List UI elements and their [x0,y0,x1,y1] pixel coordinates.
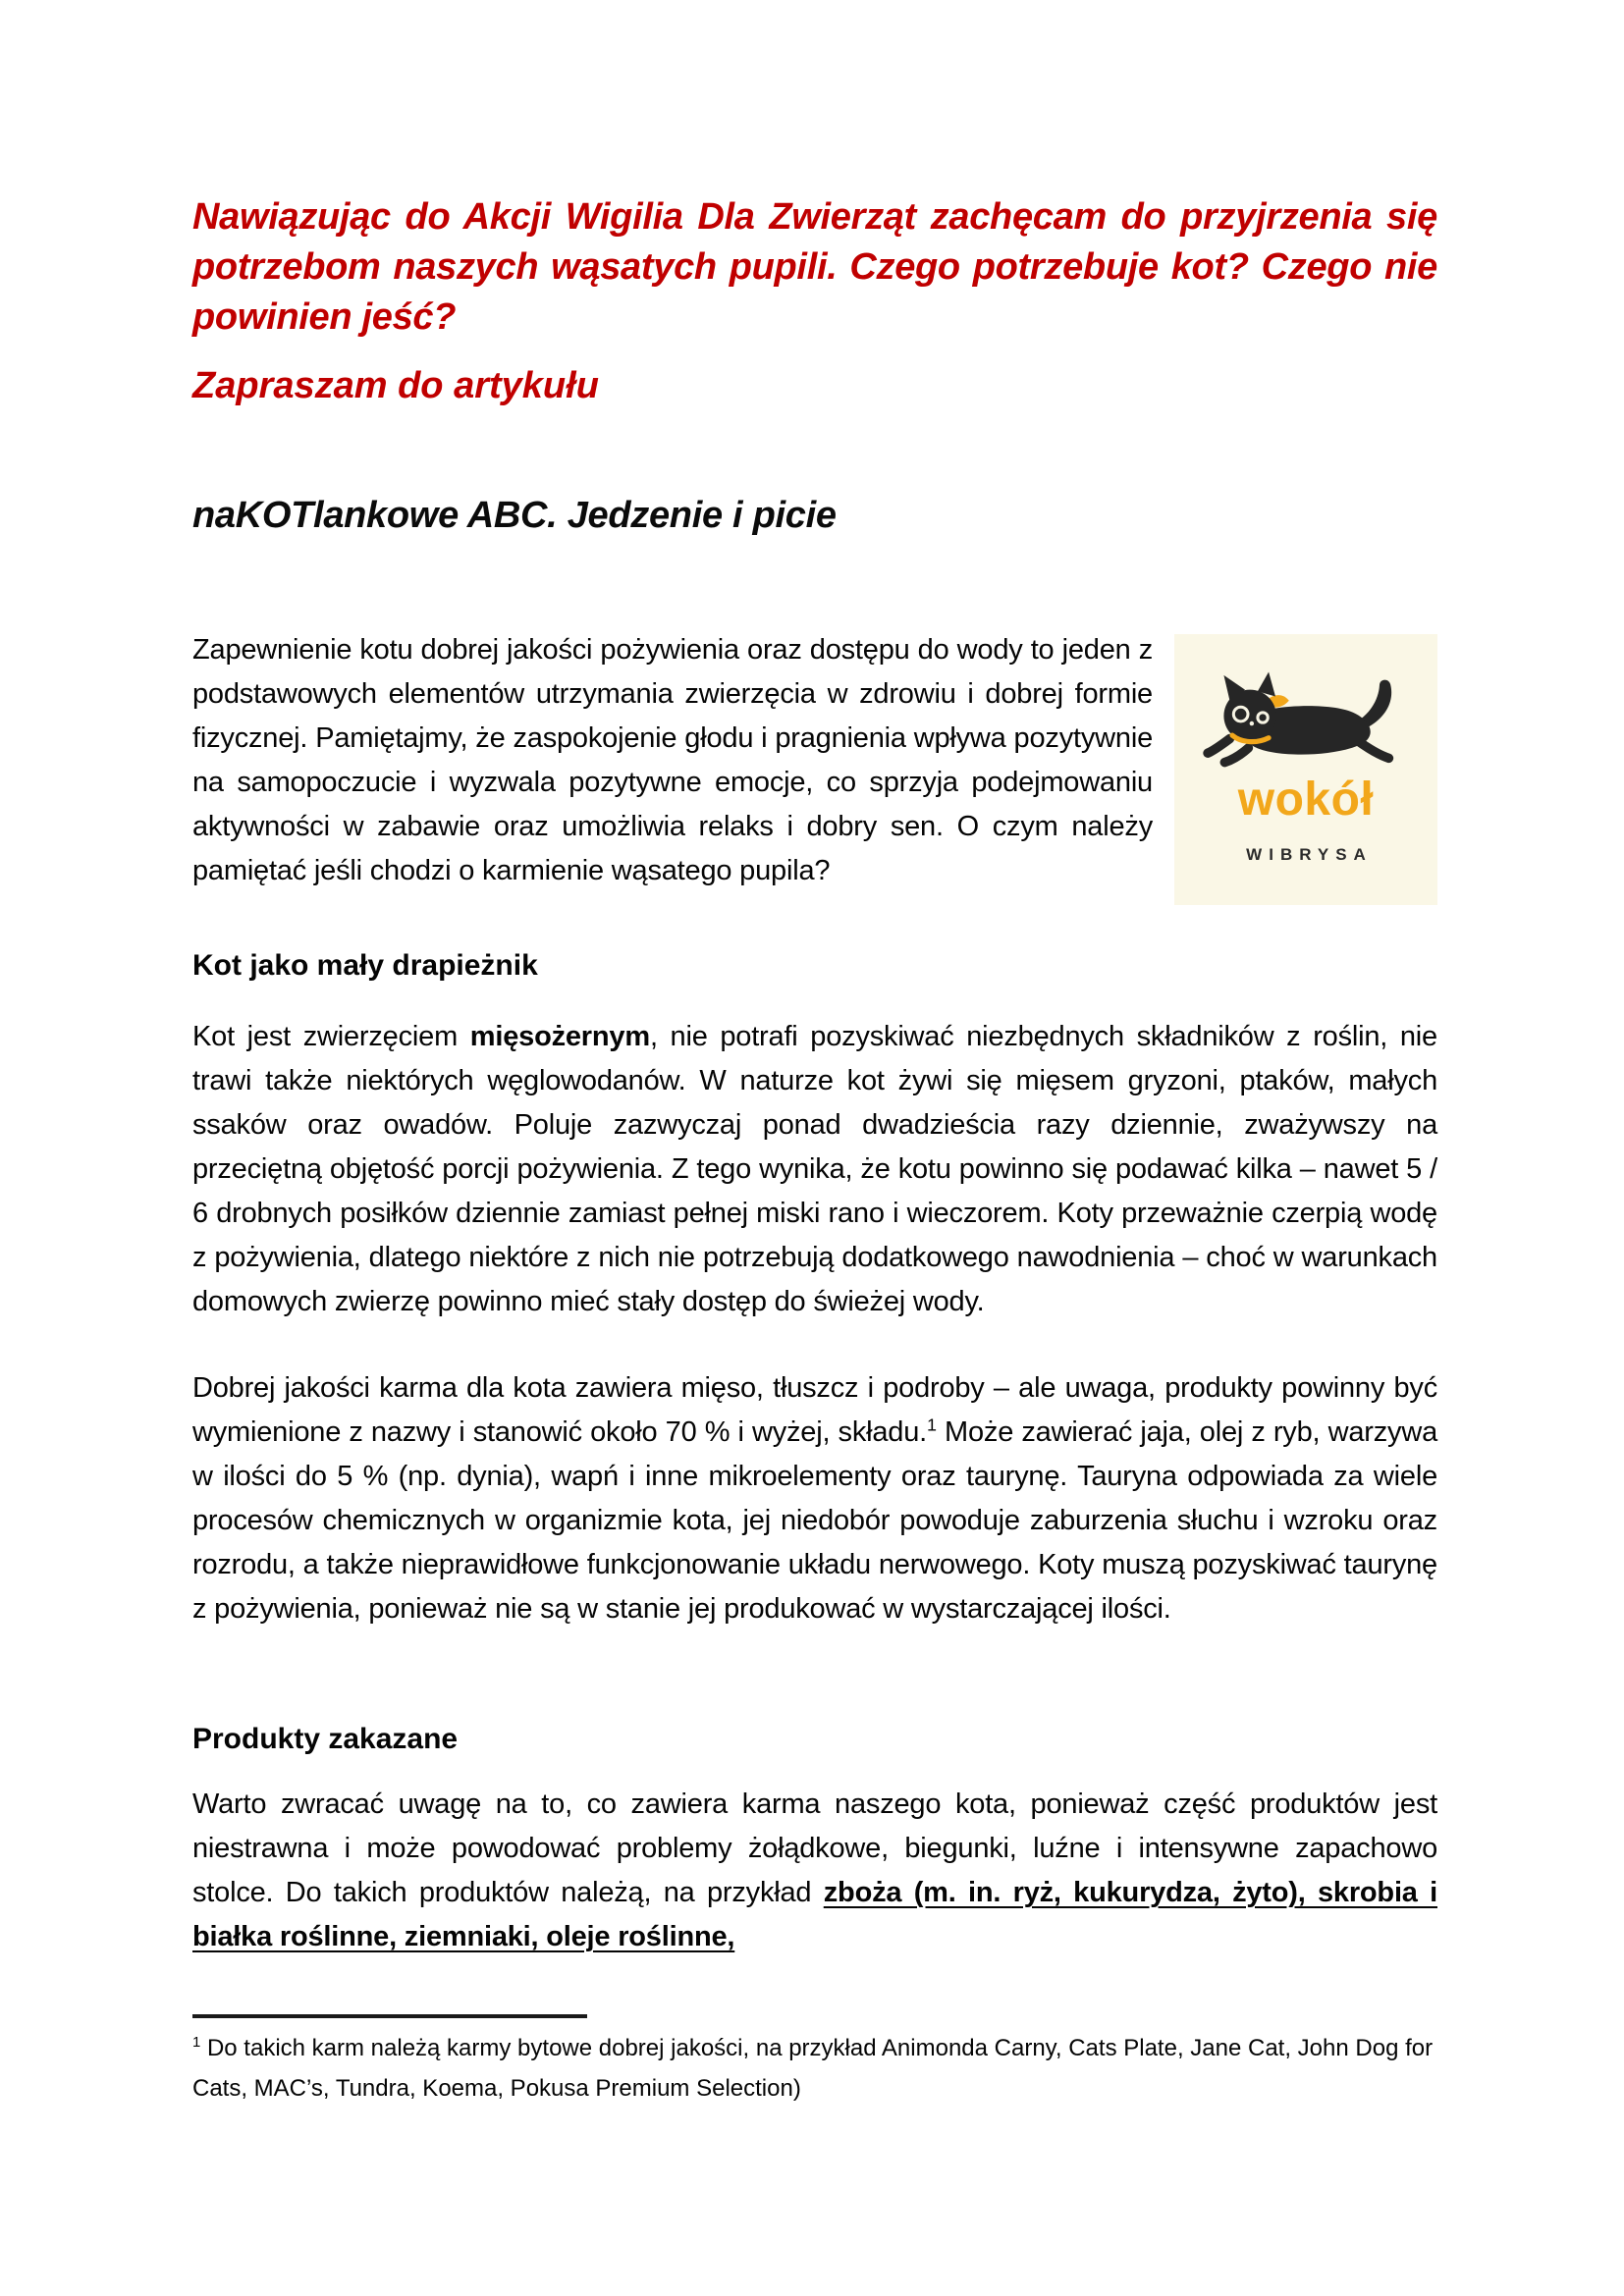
article-title: naKOTlankowe ABC. Jedzenie i picie [192,495,837,536]
cat-icon [1202,663,1410,773]
paragraph-intro-text: Zapewnienie kotu dobrej jakości pożywienia oraz dostępu do wody to jeden z podstawowych elementów utrzymania zwierzęcia w zdrowiu i dobrej formie fizycznej. Pamiętajmy, że zaspokojenie głodu i pragnienia wpływa pozytywnie na samopoczucie i wyzwala pozytywne emocje, co sprzyja podejmowaniu aktywności w zabawie oraz umożliwia relaks i dobry sen. O czym należy pamiętać jeśli chodzi o karmienie wąsatego pupila? [192,634,1153,886]
bold-underline-zboza: zboża (m. in. ryż, kukurydza, żyto), skrobia i białka roślinne, ziemniaki, oleje roślinne, [192,1877,1437,1952]
footnote-separator-rule [192,2014,587,2018]
wokol-wibrysa-logo [1174,634,1437,905]
invite-line-red: Zapraszam do artykułu [192,365,599,406]
section-heading-zakazane: Produkty zakazane [192,1723,459,1755]
bold-miesozernym: mięsożernym [469,1021,650,1052]
paragraph-karma [192,1366,1437,1631]
footnote-marker: 1 [192,2035,201,2051]
section-heading-drapieznik: Kot jako mały drapieżnik [192,949,538,982]
paragraph-text: Kot jest zwierzęciem [192,1021,470,1052]
paragraph-intro [192,628,1437,913]
logo-brand-text: wokół [1237,774,1375,826]
paragraph-text: Dobrej jakości karma dla kota zawiera mięso, tłuszcz i podroby – ale uwaga, produkty powinny być wymienione z nazwy i stanowić około 70 % i wyżej, składu. [192,1372,1437,1448]
lead-paragraph-red: Nawiązując do Akcji Wigilia Dla Zwierząt zachęcam do przyjrzenia się potrzebom naszych wąsatych pupili. Czego potrzebuje kot? Czego nie powinien jeść? [192,196,1437,338]
footnote-text: Do takich karm należą karmy bytowe dobrej jakości, na przykład Animonda Carny, Cats Plate, Jane Cat, John Dog for Cats, MAC’s, Tundra, Koema, Pokusa Premium Selection) [192,2035,1434,2102]
paragraph-zakazane [192,1783,1437,1959]
paragraph-text: Może zawierać jaja, olej z ryb, warzywa w ilości do 5 % (np. dynia), wapń i inne mikroelementy oraz taurynę. Tauryna odpowiada za wiele procesów chemicznych w organizmie kota, jej niedobór powoduje zaburzenia słuchu i wzroku oraz rozrodu, a także nieprawidłowe funkcjonowanie układu nerwowego. Koty muszą pozyskiwać taurynę z pożywienia, ponieważ nie są w stanie jej produkować w wystarczającej ilości. [192,1416,1437,1625]
footnote-reference: 1 [927,1415,937,1435]
footnote [192,2028,1437,2109]
paragraph-text: Warto zwracać uwagę na to, co zawiera karma naszego kota, ponieważ część produktów jest niestrawna i może powodować problemy żołądkowe, biegunki, luźne i intensywne zapachowo stolce. Do takich produktów należą, na przykład [192,1789,1437,1908]
paragraph-miesozerny [192,1015,1437,1324]
paragraph-text: , nie potrafi pozyskiwać niezbędnych składników z roślin, nie trawi także niektórych węglowodanów. W naturze kot żywi się mięsem gryzoni, ptaków, małych ssaków oraz owadów. Poluje zazwyczaj ponad dwadzieścia razy dziennie, zważywszy na przeciętną objętość porcji pożywienia. Z tego wynika, że kotu powinno się podawać kilka – nawet 5 / 6 drobnych posiłków dziennie zamiast pełnej miski rano i wieczorem. Koty przeważnie czerpią wodę z pożywienia, dlatego niektóre z nich nie potrzebują dodatkowego nawodnienia – choć w warunkach domowych zwierzę powinno mieć stały dostęp do świeżej wody. [192,1021,1437,1317]
logo-subtitle-text: WIBRYSA [1246,845,1373,864]
